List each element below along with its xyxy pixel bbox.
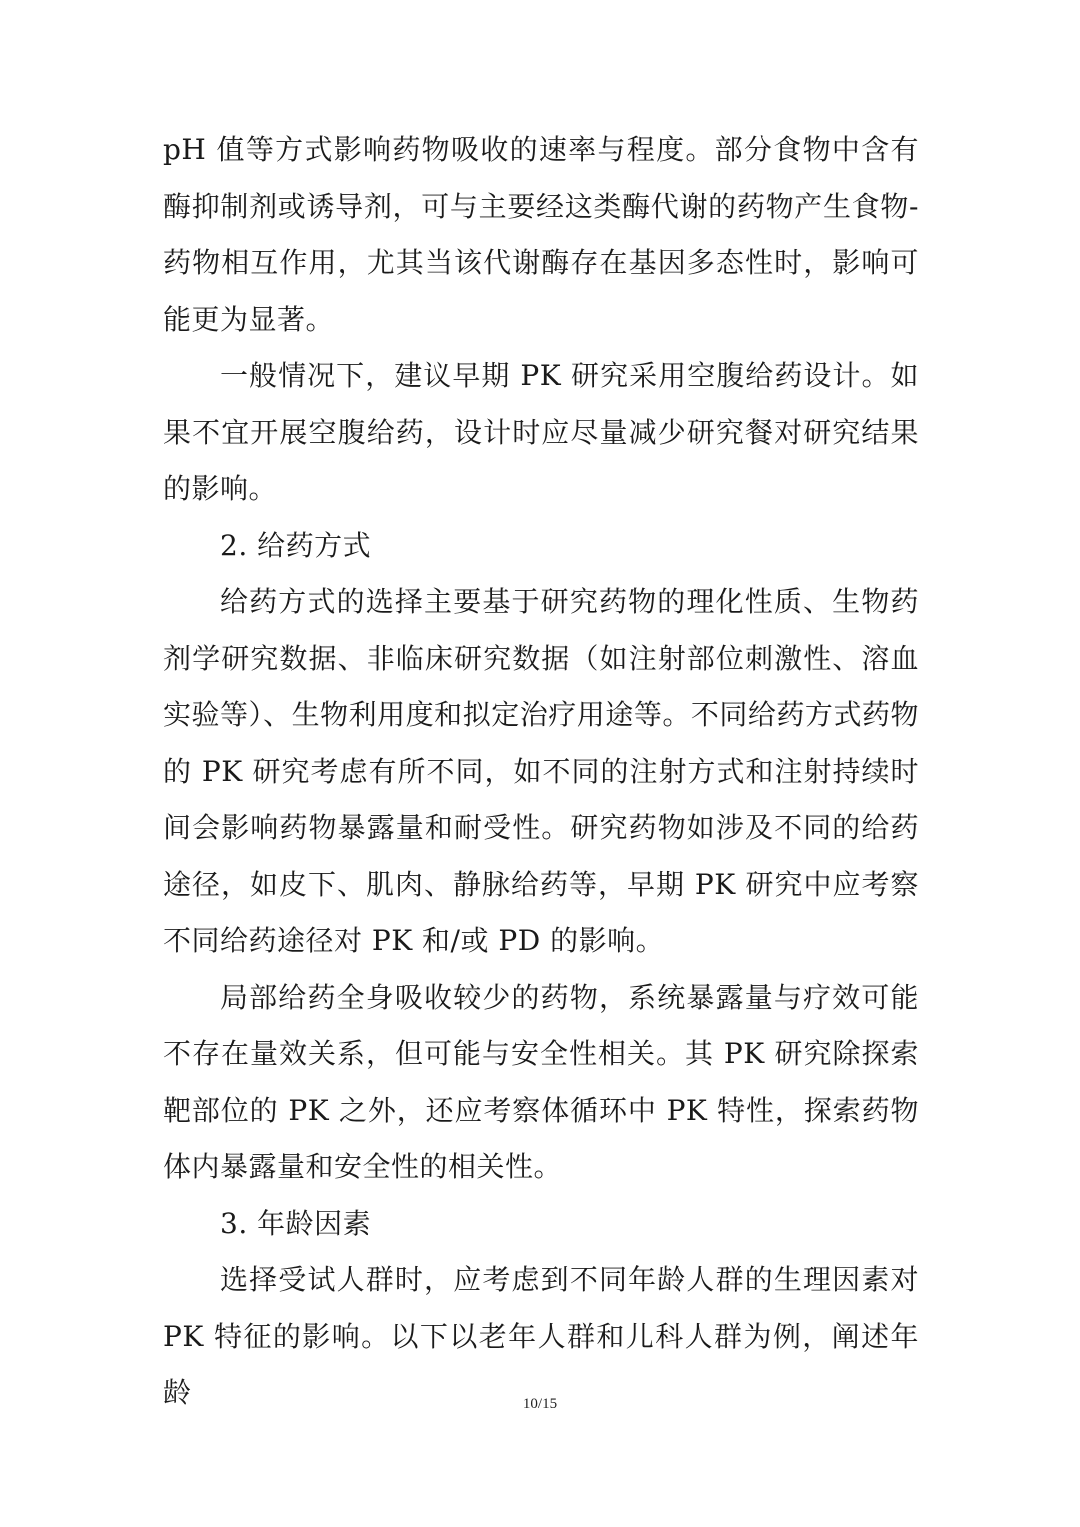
paragraph-fasting-design: 一般情况下，建议早期 PK 研究采用空腹给药设计。如果不宜开展空腹给药，设计时应尽量减少研究餐对研究结果的影响。 (163, 359, 919, 505)
paragraph-administration-route: 给药方式的选择主要基于研究药物的理化性质、生物药剂学研究数据、非临床研究数据（如注射部位刺激性、溶血实验等）、生物利用度和拟定治疗用途等。不同给药方式药物的 PK 研究考虑有所不同，如不同的注射方式和注射持续时间会影响药物暴露量和耐受性。研究药物如涉及不同的给药途径，如皮下、肌肉、静脉给药等，早期 PK 研究中应考察不同给药途径对 PK 和/或 PD 的影响。 (163, 585, 919, 957)
paragraph-food-effect: pH 值等方式影响药物吸收的速率与程度。部分食物中含有酶抑制剂或诱导剂，可与主要经这类酶代谢的药物产生食物-药物相互作用，尤其当该代谢酶存在基因多态性时，影响可能更为显著。 (163, 133, 919, 336)
section-heading-age-factor: 3. 年龄因素 (220, 1206, 372, 1240)
paragraph-age-factor: 选择受试人群时，应考虑到不同年龄人群的生理因素对 PK 特征的影响。以下以老年人群和儿科人群为例，阐述年龄 (163, 1263, 919, 1409)
paragraph-local-administration: 局部给药全身吸收较少的药物，系统暴露量与疗效可能不存在量效关系，但可能与安全性相关。其 PK 研究除探索靶部位的 PK 之外，还应考察体循环中 PK 特性，探索药物体内暴露量和安全性的相关性。 (163, 980, 919, 1183)
page-number: 10/15 (522, 1396, 558, 1412)
section-heading-administration-route: 2. 给药方式 (220, 528, 372, 562)
document-body (163, 122, 919, 1422)
